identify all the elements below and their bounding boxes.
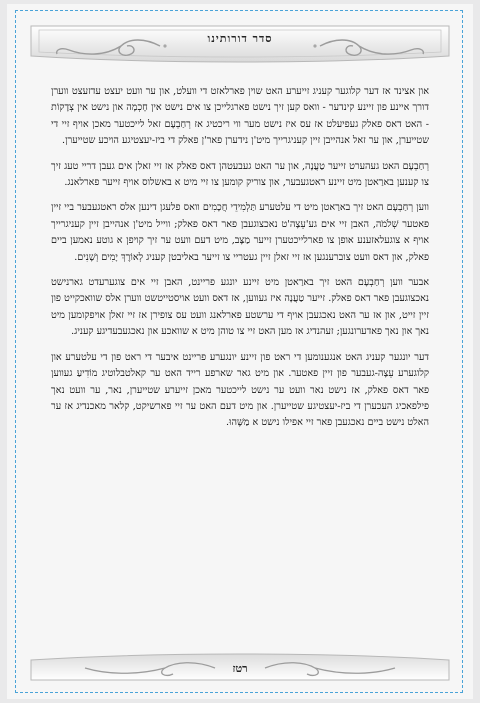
paragraph: אבער ווען רְחַבְעָם האט זיך בארַאטן מיט זיינע יונגע פריינט, האבן זיי אים צוגערעדט גארנישט נאכצוגעבן פאר דאס פאלק. זייער טַעֲנָה איז געווען, אז דאס וועט אויסטייטשט ווערן אלס שוואכקייט פון זיין זייט, און אז ער האט נאכגעבן אויף די ערשטע פארלאנג וועט עס צופירן אז זיי זאלן אויפקומען מיט נאך און נאך פאדערונגען; זעהנדיג אז מען האט זיי צו טוהן מיט א שוואכע און נאכגעבעדיגע קעניג. — [51, 277, 429, 338]
page-number: רטז — [232, 662, 248, 675]
footer-ornament — [25, 650, 455, 690]
page-header-title: סדר דורותינו — [207, 32, 273, 45]
page — [7, 4, 473, 699]
paragraph: און אצינד אז דער קלוגער קעניג זייערע האט שוין פארלאזט די וועלט, און ער וועט יעצט עדזעצט ווערן דורך איינע פון זיינע קינדער - וואס קען זיך נישט פארגלייכן צו אים נישט אין חָכְמָה און נישט אין צְדָקוֹת - האט דאס פאלק געפיעלט אז עס איז נישט מער ווי ריכטיג אז רְחַבְעָם זאל לייכטער מאכן אויף זיי די שטייערן, און ער זאל אנהייבן זיין קעניגרייך מיט'ן נידערן פאר'ן פאלק די ביז-יעצטיגע הויכע שטייערן. — [51, 86, 429, 147]
header-ornament — [25, 16, 455, 74]
paragraph: דער יונגער קעניג האט אנגענומען די ראט פון זיינע יונגערע פריינט איבער די ראט פון די עלטערע און קלוגערע עֵצָה-געבער פון זיין פאטער. און מיט גאר שארפע רייד האט ער קאלטבלוטיג מוֹדִיעַ געווען פאר דאס פאלק, אז נישט נאר וועט ער נישט לייכטער מאכן זייערע שטייערן, נאר, ער וועט נאך פילפאכיג העכערן די ביז-יעצטיגע שטייערן. און מיט דעם האט ער זיי פארשיקט, קלאר מאכנדיג אז ער האלט נישט ביים נאכגעבן פאר זיי אפילו נישט א מַשֶּׁהוּ. — [51, 351, 429, 429]
body-text — [51, 84, 429, 441]
header-frame-graphic — [25, 16, 455, 74]
paragraph: ווען רְחַבְעָם האט זיך בארַאטן מיט די עלטערע תַּלְמִידֵי חֲכָמִים וואס פלעגן דינען אלס ראטגעבער ביי זיין פאטער שְׁלֹמֹה, האבן זיי אים גע'עֵצָה'ט נאכצוגעבן פאר דאס פאלק; ווייל מיט'ן אנהייבן זיין קעניגרייך אויף א צוגעלאזענע אופן צו פארלייכטערן זייער מַצָּב, מיט דעם וועט ער זיך קויפן א גוטע נאמען ביים פאלק, און דאס וועט צוברענגען אז זיי זאלן זיין געטריי צו זייער באליבטן קעניג לְאוֹרֶךְ יָמִים וְשָׁנִים. — [51, 202, 429, 263]
paragraph: רְחַבְעָם האט געהערט זייער טַעֲנָה, און ער האט געבעטהן דאס פאלק אז זיי זאלן אים געבן דריי טעג זיך צו קענען בארַאטן מיט זיינע ראטגעבער, און צוריק קומען צו זיי מיט א באשלוס אויף זייער פארלאנג. — [51, 160, 429, 189]
